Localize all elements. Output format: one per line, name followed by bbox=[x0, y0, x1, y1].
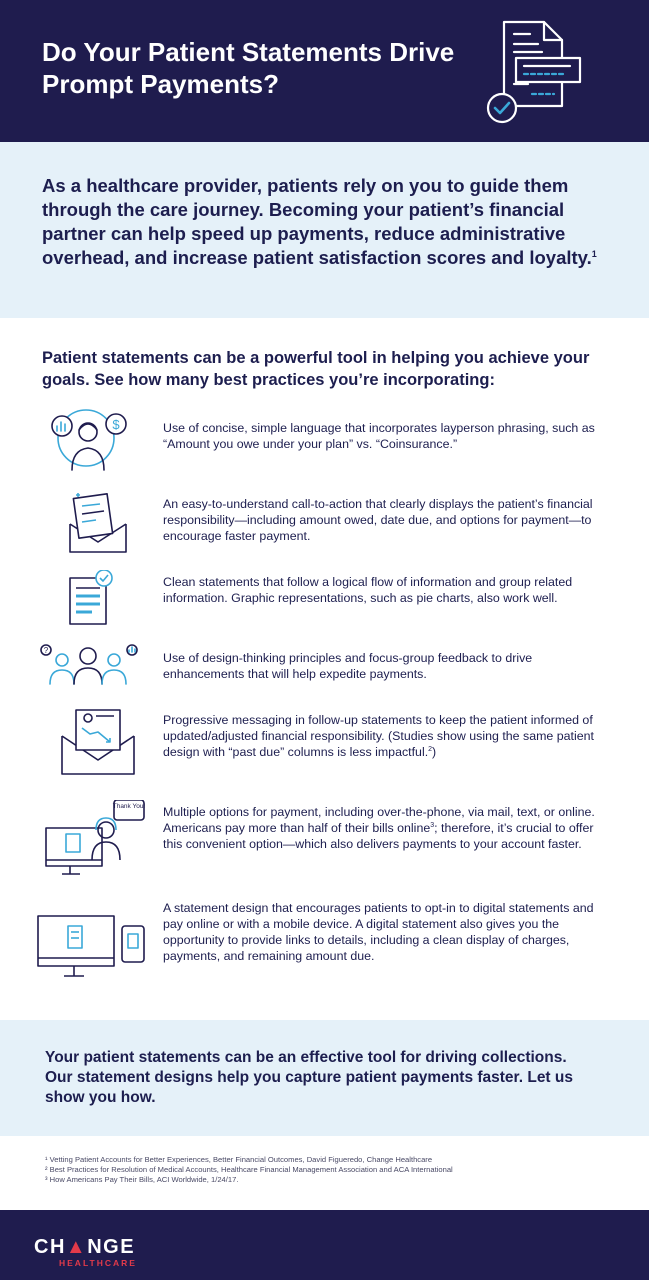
practice-text: Use of design-thinking principles and focus-group feedback to drive enhancements that will help expedite payments. bbox=[163, 651, 533, 681]
logo-triangle: ▲ bbox=[65, 1236, 88, 1258]
practice-suffix: ) bbox=[432, 745, 437, 759]
focus-group-icon bbox=[30, 644, 148, 714]
page-title: Do Your Patient Statements Drive Prompt Payments? bbox=[42, 37, 455, 99]
footnotes bbox=[45, 1155, 625, 1185]
change-healthcare-logo bbox=[34, 1237, 137, 1269]
logo-text-b: NGE bbox=[87, 1236, 136, 1258]
practice-text: A statement design that encourages patients to opt-in to digital statements and pay online or with a mobile device. A digital statement also gives you the opportunity to provide links to details, including a clean display of charges, payments, and remaining amount due. bbox=[163, 901, 594, 963]
cta-text: Your patient statements can be an effective tool for driving collections. Our statement designs help you capture patient payments faster. Let us show you how. bbox=[45, 1049, 573, 1106]
logo-text-a: CH bbox=[34, 1236, 66, 1258]
footnote: ³ How Americans Pay Their Bills, ACI Worldwide, 1/24/17. bbox=[45, 1175, 239, 1184]
practice-body: Multiple options for payment, including over-the-phone, via mail, text, or online. Americans pay more than half of their bills online bbox=[163, 805, 595, 835]
practice-text bbox=[163, 712, 613, 760]
footnote-ref: 2 bbox=[428, 745, 433, 753]
practice-body: Progressive messaging in follow-up statements to keep the patient informed of updated/adjusted financial responsibility. (Studies show using the same patient design with “past due” columns is less impactful. bbox=[163, 713, 594, 759]
footnote: ¹ Vetting Patient Accounts for Better Experiences, Better Financial Outcomes, David Figueredo, Change Healthcare bbox=[45, 1155, 433, 1164]
envelope-statement-icon bbox=[30, 492, 148, 562]
envelope-declining-chart-icon bbox=[30, 708, 148, 778]
footer-banner bbox=[0, 1210, 649, 1280]
thank-you-badge: Thank You! bbox=[112, 803, 146, 810]
practice-text: Use of concise, simple language that incorporates layperson phrasing, such as “Amount you owe under your plan” vs. “Coinsurance.” bbox=[163, 421, 595, 451]
cta-panel bbox=[0, 1020, 649, 1136]
document-check-icon bbox=[484, 18, 584, 126]
document-checkmark-icon bbox=[30, 570, 148, 640]
practice-text: Clean statements that follow a logical flow of information and group related information. Graphic representations, such as pie charts, also work well. bbox=[163, 575, 573, 605]
footnote: ² Best Practices for Resolution of Medical Accounts, Healthcare Financial Management Association and ACA International bbox=[45, 1165, 453, 1174]
support-agent-monitor-icon bbox=[30, 800, 148, 884]
practice-suffix: ; therefore, it’s crucial to offer this convenient option—which also delivers payments to your account faster. bbox=[163, 821, 594, 851]
intro-text bbox=[42, 174, 612, 270]
svg-text:?: ? bbox=[43, 646, 49, 655]
logo-subtitle: HEALTHCARE bbox=[59, 1258, 137, 1268]
intro-body: As a healthcare provider, patients rely on you to guide them through the care journey. Becoming your patient’s financial partner can help speed up payments, reduce administrative overhead, and increase patient satisfaction scores and loyalty. bbox=[42, 175, 592, 268]
svg-text:$: $ bbox=[112, 417, 120, 432]
footnote-ref: 1 bbox=[591, 248, 597, 259]
footnote-ref: 3 bbox=[430, 821, 435, 829]
header-banner bbox=[0, 0, 649, 142]
practice-text: An easy-to-understand call-to-action that clearly displays the patient’s financial responsibility—including amount owed, date due, and options for payment—to encourage faster payment. bbox=[163, 497, 593, 543]
logo-wordmark bbox=[34, 1237, 137, 1257]
person-chart-dollar-icon bbox=[30, 408, 148, 478]
intro-panel bbox=[0, 142, 649, 318]
monitor-mobile-icon bbox=[30, 898, 148, 982]
section-title: Patient statements can be a powerful tool in helping you achieve your goals. See how many best practices you’re incorporating: bbox=[42, 349, 590, 389]
practice-text bbox=[163, 804, 613, 852]
